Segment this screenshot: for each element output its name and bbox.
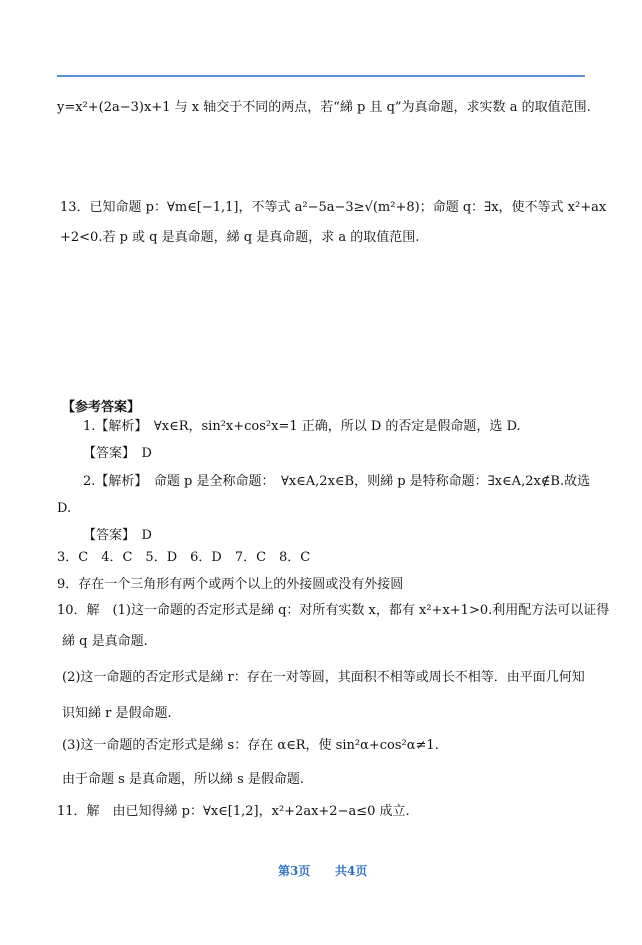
answer-10-part-1-cont: 綈 q 是真命题. bbox=[62, 634, 148, 649]
answer-9: 9．存在一个三角形有两个或两个以上的外接圆或没有外接圆 bbox=[57, 577, 404, 592]
footer-page-number: 第3页 bbox=[278, 864, 311, 878]
answer-2-analysis: 2.【解析】 命题 p 是全称命题： ∀x∈A,2x∈B，则綈 p 是特称命题：∃x∈A,2x∉B.故选 bbox=[83, 474, 591, 489]
answers-3-to-8: 3．C 4．C 5．D 6．D 7．C 8．C bbox=[57, 550, 311, 565]
answer-11: 11．解 由已知得綈 p：∀x∈[1,2]，x²+2ax+2−a≤0 成立. bbox=[57, 804, 410, 819]
answer-10-part-1: 10．解 (1)这一命题的否定形式是綈 q：对所有实数 x，都有 x²+x+1>0.利用配方法可以证得 bbox=[57, 603, 610, 618]
answer-2-result: 【答案】 D bbox=[83, 528, 152, 543]
problem-13-line-2: +2<0.若 p 或 q 是真命题，綈 q 是真命题，求 a 的取值范围. bbox=[60, 230, 420, 245]
problem-12-continuation: y=x²+(2a−3)x+1 与 x 轴交于不同的两点，若“綈 p 且 q”为真命题，求实数 a 的取值范围. bbox=[57, 100, 591, 115]
answer-1-result: 【答案】 D bbox=[83, 446, 152, 461]
answers-heading: 【参考答案】 bbox=[62, 400, 141, 415]
answer-10-part-2: (2)这一命题的否定形式是綈 r：存在一对等圆，其面积不相等或周长不相等．由平面几何知 bbox=[62, 670, 585, 685]
answer-2-analysis-cont: D. bbox=[57, 501, 72, 516]
header-divider bbox=[57, 75, 585, 77]
problem-13-line-1: 13．已知命题 p：∀m∈[−1,1]，不等式 a²−5a−3≥√(m²+8)；命题 q：∃x，使不等式 x²+ax bbox=[60, 200, 607, 215]
answer-10-part-3-cont: 由于命题 s 是真命题，所以綈 s 是假命题. bbox=[62, 772, 305, 787]
answer-1-analysis: 1.【解析】 ∀x∈R，sin²x+cos²x=1 正确，所以 D 的否定是假命题，选 D. bbox=[83, 419, 521, 434]
answer-10-part-2-cont: 识知綈 r 是假命题. bbox=[62, 706, 172, 721]
footer-total-pages: 共4页 bbox=[335, 864, 368, 878]
answer-10-part-3: (3)这一命题的否定形式是綈 s：存在 α∈R，使 sin²α+cos²α≠1. bbox=[62, 738, 439, 753]
